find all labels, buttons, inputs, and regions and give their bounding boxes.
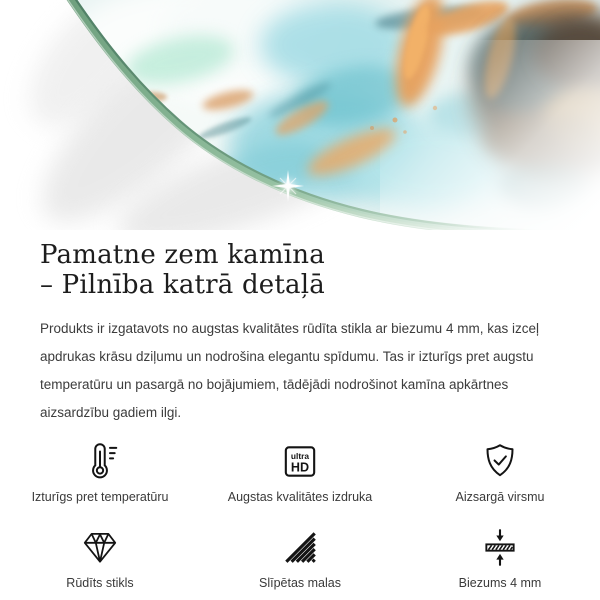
- diamond-icon: [79, 526, 121, 568]
- ultra-hd-icon: [279, 440, 321, 482]
- feature-label: Izturīgs pret temperatūru: [31, 490, 169, 504]
- glass-panel-illustration: [0, 0, 600, 230]
- page-title: [40, 240, 560, 300]
- feature-tempered-glass: [66, 526, 133, 591]
- thermometer-icon: [79, 440, 121, 482]
- feature-label: Rūdīts stikls: [66, 576, 134, 590]
- shield-check-icon: [479, 440, 521, 482]
- svg-text:HD: HD: [290, 460, 310, 475]
- product-description: Produkts ir izgatavots no augstas kvalitātes rūdīta stikla ar biezumu 4 mm, kas izceļ apdrukas krāsu dziļumu un nodrošina elegantu spīdumu. Tas ir izturīgs pret augstu temperatūru un pasargā no bojājumiem, tādējādi nodrošinot kamīna apkārtnes aizsardzību gadiem ilgi.: [40, 321, 539, 420]
- beveled-edges-icon: [279, 526, 321, 568]
- title-line-2: – Pilnība katrā detaļā: [40, 270, 325, 300]
- feature-surface-protection: [456, 440, 545, 505]
- feature-polished-edges: [259, 526, 341, 591]
- svg-text:ultra: ultra: [290, 450, 310, 461]
- features-grid: [0, 440, 600, 591]
- hero-image: [0, 0, 600, 230]
- feature-label: Aizsargā virsmu: [455, 490, 545, 504]
- feature-label: Biezums 4 mm: [458, 576, 542, 590]
- feature-print-quality: [228, 440, 373, 505]
- feature-label: Slīpētas malas: [259, 576, 341, 590]
- title-line-1: Pamatne zem kamīna: [40, 240, 325, 270]
- feature-thickness: [459, 526, 542, 591]
- feature-temperature: [32, 440, 169, 505]
- thickness-icon: [479, 526, 521, 568]
- feature-label: Augstas kvalitātes izdruka: [227, 490, 373, 504]
